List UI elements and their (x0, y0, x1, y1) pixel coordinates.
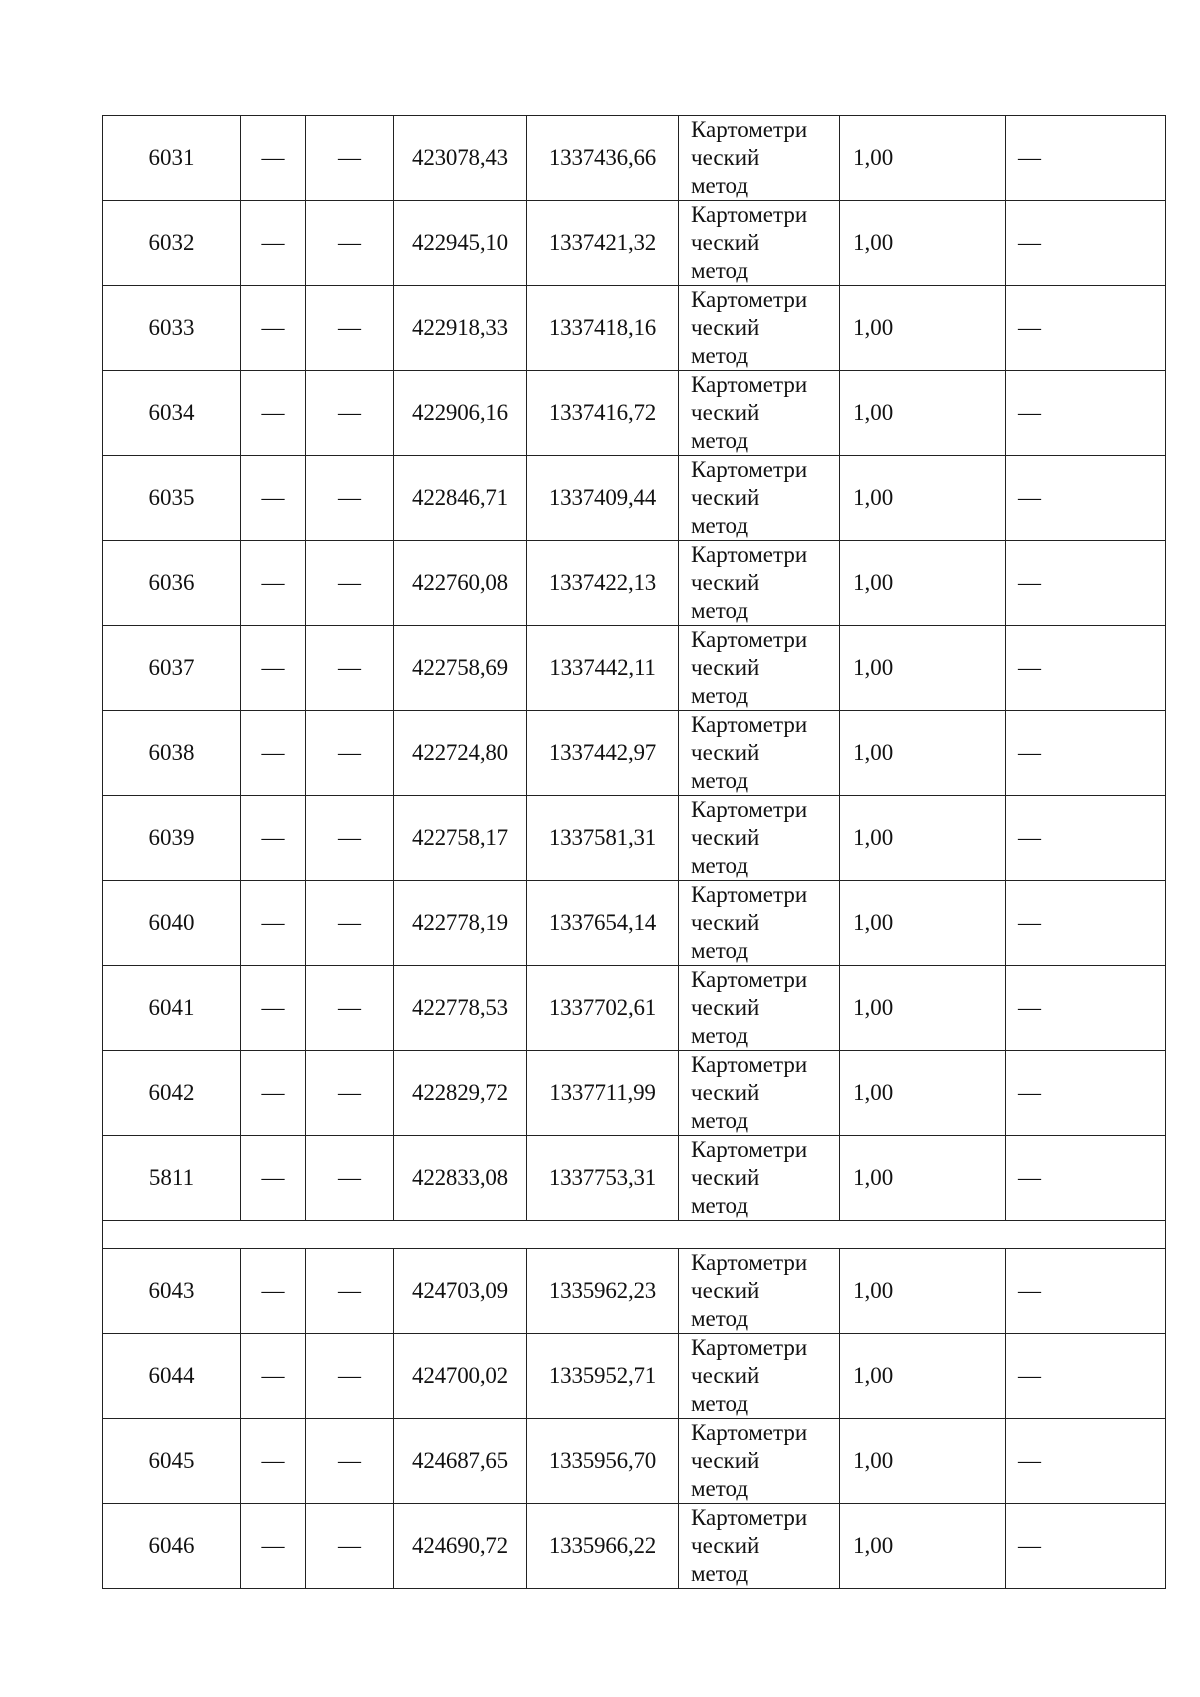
table-row (103, 881, 1166, 966)
method-cell (679, 626, 840, 711)
x-coordinate-cell: 422918,33 (394, 286, 527, 371)
description-cell: — (1006, 456, 1166, 541)
empty-value-cell: — (241, 116, 306, 201)
description-cell: — (1006, 711, 1166, 796)
table-row (103, 541, 1166, 626)
method-text-line: Картометри (691, 882, 808, 907)
point-number-cell: 6040 (103, 881, 241, 966)
y-coordinate-cell: 1337422,13 (527, 541, 679, 626)
method-text-line: Картометри (691, 542, 808, 567)
method-text-line: метод (691, 598, 749, 623)
point-number-cell: 6046 (103, 1504, 241, 1589)
table-row (103, 711, 1166, 796)
method-text-line: метод (691, 258, 749, 283)
empty-value-cell: — (306, 201, 394, 286)
method-cell (679, 881, 840, 966)
empty-value-cell: — (241, 966, 306, 1051)
point-number-cell: 6045 (103, 1419, 241, 1504)
point-number-cell: 6033 (103, 286, 241, 371)
empty-value-cell: — (241, 1334, 306, 1419)
description-cell: — (1006, 1136, 1166, 1221)
method-text-line: Картометри (691, 117, 808, 142)
method-cell (679, 796, 840, 881)
point-number-cell: 6042 (103, 1051, 241, 1136)
point-number-cell: 6036 (103, 541, 241, 626)
method-text-line: ческий (691, 1080, 760, 1105)
point-number-cell: 6044 (103, 1334, 241, 1419)
y-coordinate-cell: 1337581,31 (527, 796, 679, 881)
method-text-line: метод (691, 513, 749, 538)
method-text-line: метод (691, 173, 749, 198)
method-text-line: метод (691, 768, 749, 793)
method-text-line: Картометри (691, 1137, 808, 1162)
method-text-line: метод (691, 853, 749, 878)
method-text-line: Картометри (691, 372, 808, 397)
y-coordinate-cell: 1337421,32 (527, 201, 679, 286)
coordinates-table-body (103, 116, 1166, 1589)
point-number-cell: 6043 (103, 1249, 241, 1334)
method-text-line: ческий (691, 655, 760, 680)
table-row (103, 1504, 1166, 1589)
y-coordinate-cell: 1335956,70 (527, 1419, 679, 1504)
empty-value-cell: — (241, 711, 306, 796)
precision-cell: 1,00 (840, 1419, 1006, 1504)
x-coordinate-cell: 422906,16 (394, 371, 527, 456)
method-text-line: ческий (691, 315, 760, 340)
empty-value-cell: — (241, 286, 306, 371)
method-text-line: Картометри (691, 967, 808, 992)
description-cell: — (1006, 881, 1166, 966)
empty-value-cell: — (306, 626, 394, 711)
description-cell: — (1006, 1419, 1166, 1504)
x-coordinate-cell: 423078,43 (394, 116, 527, 201)
x-coordinate-cell: 422945,10 (394, 201, 527, 286)
y-coordinate-cell: 1337409,44 (527, 456, 679, 541)
method-text-line: ческий (691, 145, 760, 170)
x-coordinate-cell: 422829,72 (394, 1051, 527, 1136)
x-coordinate-cell: 424703,09 (394, 1249, 527, 1334)
method-text-line: Картометри (691, 1505, 808, 1530)
precision-cell: 1,00 (840, 1051, 1006, 1136)
precision-cell: 1,00 (840, 286, 1006, 371)
method-text-line: ческий (691, 485, 760, 510)
separator-cell (103, 1221, 1166, 1249)
empty-value-cell: — (241, 1249, 306, 1334)
empty-value-cell: — (241, 1136, 306, 1221)
precision-cell: 1,00 (840, 456, 1006, 541)
description-cell: — (1006, 541, 1166, 626)
coordinates-table-container (102, 115, 1165, 1589)
description-cell: — (1006, 116, 1166, 201)
y-coordinate-cell: 1337654,14 (527, 881, 679, 966)
empty-value-cell: — (306, 711, 394, 796)
empty-value-cell: — (241, 371, 306, 456)
method-text-line: ческий (691, 1278, 760, 1303)
point-number-cell: 6039 (103, 796, 241, 881)
method-text-line: Картометри (691, 627, 808, 652)
method-text-line: метод (691, 1476, 749, 1501)
y-coordinate-cell: 1337442,97 (527, 711, 679, 796)
precision-cell: 1,00 (840, 1136, 1006, 1221)
method-cell (679, 286, 840, 371)
point-number-cell: 6038 (103, 711, 241, 796)
table-row (103, 116, 1166, 201)
empty-value-cell: — (241, 1419, 306, 1504)
empty-value-cell: — (241, 1051, 306, 1136)
empty-value-cell: — (306, 286, 394, 371)
x-coordinate-cell: 422758,17 (394, 796, 527, 881)
method-text-line: ческий (691, 1363, 760, 1388)
precision-cell: 1,00 (840, 201, 1006, 286)
empty-value-cell: — (241, 541, 306, 626)
method-text-line: Картометри (691, 1335, 808, 1360)
method-cell (679, 1051, 840, 1136)
y-coordinate-cell: 1337711,99 (527, 1051, 679, 1136)
empty-value-cell: — (241, 626, 306, 711)
description-cell: — (1006, 286, 1166, 371)
method-text-line: метод (691, 1391, 749, 1416)
x-coordinate-cell: 422724,80 (394, 711, 527, 796)
precision-cell: 1,00 (840, 371, 1006, 456)
empty-value-cell: — (306, 881, 394, 966)
empty-value-cell: — (241, 201, 306, 286)
method-text-line: ческий (691, 570, 760, 595)
empty-value-cell: — (306, 541, 394, 626)
method-text-line: ческий (691, 400, 760, 425)
empty-value-cell: — (306, 1136, 394, 1221)
x-coordinate-cell: 422758,69 (394, 626, 527, 711)
table-row (103, 371, 1166, 456)
method-text-line: метод (691, 343, 749, 368)
precision-cell: 1,00 (840, 626, 1006, 711)
table-row (103, 456, 1166, 541)
empty-value-cell: — (241, 796, 306, 881)
description-cell: — (1006, 966, 1166, 1051)
y-coordinate-cell: 1337416,72 (527, 371, 679, 456)
x-coordinate-cell: 424687,65 (394, 1419, 527, 1504)
method-text-line: ческий (691, 230, 760, 255)
description-cell: — (1006, 626, 1166, 711)
precision-cell: 1,00 (840, 966, 1006, 1051)
method-text-line: Картометри (691, 287, 808, 312)
empty-value-cell: — (306, 456, 394, 541)
point-number-cell: 6031 (103, 116, 241, 201)
point-number-cell: 6035 (103, 456, 241, 541)
method-cell (679, 456, 840, 541)
method-text-line: Картометри (691, 797, 808, 822)
method-text-line: метод (691, 1108, 749, 1133)
method-text-line: метод (691, 938, 749, 963)
description-cell: — (1006, 1504, 1166, 1589)
table-row (103, 966, 1166, 1051)
point-number-cell: 5811 (103, 1136, 241, 1221)
table-row (103, 1419, 1166, 1504)
empty-value-cell: — (306, 1334, 394, 1419)
precision-cell: 1,00 (840, 1504, 1006, 1589)
description-cell: — (1006, 371, 1166, 456)
empty-value-cell: — (241, 881, 306, 966)
precision-cell: 1,00 (840, 1249, 1006, 1334)
description-cell: — (1006, 201, 1166, 286)
x-coordinate-cell: 424700,02 (394, 1334, 527, 1419)
x-coordinate-cell: 422760,08 (394, 541, 527, 626)
y-coordinate-cell: 1337702,61 (527, 966, 679, 1051)
method-text-line: ческий (691, 740, 760, 765)
method-text-line: Картометри (691, 1052, 808, 1077)
y-coordinate-cell: 1337436,66 (527, 116, 679, 201)
method-text-line: Картометри (691, 712, 808, 737)
method-cell (679, 966, 840, 1051)
precision-cell: 1,00 (840, 881, 1006, 966)
empty-value-cell: — (241, 456, 306, 541)
empty-value-cell: — (306, 116, 394, 201)
empty-value-cell: — (306, 1051, 394, 1136)
method-text-line: Картометри (691, 1250, 808, 1275)
method-text-line: Картометри (691, 202, 808, 227)
table-row (103, 796, 1166, 881)
precision-cell: 1,00 (840, 1334, 1006, 1419)
method-text-line: ческий (691, 825, 760, 850)
method-cell (679, 541, 840, 626)
y-coordinate-cell: 1335966,22 (527, 1504, 679, 1589)
empty-value-cell: — (306, 1504, 394, 1589)
x-coordinate-cell: 422833,08 (394, 1136, 527, 1221)
method-text-line: метод (691, 1561, 749, 1586)
y-coordinate-cell: 1335962,23 (527, 1249, 679, 1334)
table-row (103, 201, 1166, 286)
empty-value-cell: — (306, 1419, 394, 1504)
precision-cell: 1,00 (840, 116, 1006, 201)
method-cell (679, 1419, 840, 1504)
x-coordinate-cell: 424690,72 (394, 1504, 527, 1589)
method-cell (679, 1504, 840, 1589)
method-cell (679, 1334, 840, 1419)
y-coordinate-cell: 1337753,31 (527, 1136, 679, 1221)
description-cell: — (1006, 796, 1166, 881)
method-cell (679, 371, 840, 456)
coordinates-table (102, 115, 1166, 1589)
method-cell (679, 116, 840, 201)
method-text-line: ческий (691, 1533, 760, 1558)
table-row (103, 286, 1166, 371)
y-coordinate-cell: 1337418,16 (527, 286, 679, 371)
point-number-cell: 6032 (103, 201, 241, 286)
x-coordinate-cell: 422846,71 (394, 456, 527, 541)
precision-cell: 1,00 (840, 796, 1006, 881)
empty-value-cell: — (306, 1249, 394, 1334)
description-cell: — (1006, 1051, 1166, 1136)
table-separator-row (103, 1221, 1166, 1249)
description-cell: — (1006, 1249, 1166, 1334)
point-number-cell: 6041 (103, 966, 241, 1051)
empty-value-cell: — (241, 1504, 306, 1589)
precision-cell: 1,00 (840, 711, 1006, 796)
method-cell (679, 201, 840, 286)
point-number-cell: 6034 (103, 371, 241, 456)
method-text-line: метод (691, 683, 749, 708)
method-text-line: ческий (691, 910, 760, 935)
empty-value-cell: — (306, 371, 394, 456)
method-cell (679, 1136, 840, 1221)
method-cell (679, 711, 840, 796)
y-coordinate-cell: 1335952,71 (527, 1334, 679, 1419)
table-row (103, 1136, 1166, 1221)
y-coordinate-cell: 1337442,11 (527, 626, 679, 711)
method-text-line: ческий (691, 1448, 760, 1473)
empty-value-cell: — (306, 966, 394, 1051)
method-text-line: ческий (691, 1165, 760, 1190)
description-cell: — (1006, 1334, 1166, 1419)
method-text-line: Картометри (691, 457, 808, 482)
method-text-line: ческий (691, 995, 760, 1020)
method-text-line: метод (691, 1193, 749, 1218)
table-row (103, 1249, 1166, 1334)
table-row (103, 1051, 1166, 1136)
point-number-cell: 6037 (103, 626, 241, 711)
x-coordinate-cell: 422778,19 (394, 881, 527, 966)
empty-value-cell: — (306, 796, 394, 881)
method-text-line: Картометри (691, 1420, 808, 1445)
x-coordinate-cell: 422778,53 (394, 966, 527, 1051)
method-cell (679, 1249, 840, 1334)
method-text-line: метод (691, 428, 749, 453)
method-text-line: метод (691, 1306, 749, 1331)
precision-cell: 1,00 (840, 541, 1006, 626)
table-row (103, 1334, 1166, 1419)
method-text-line: метод (691, 1023, 749, 1048)
table-row (103, 626, 1166, 711)
